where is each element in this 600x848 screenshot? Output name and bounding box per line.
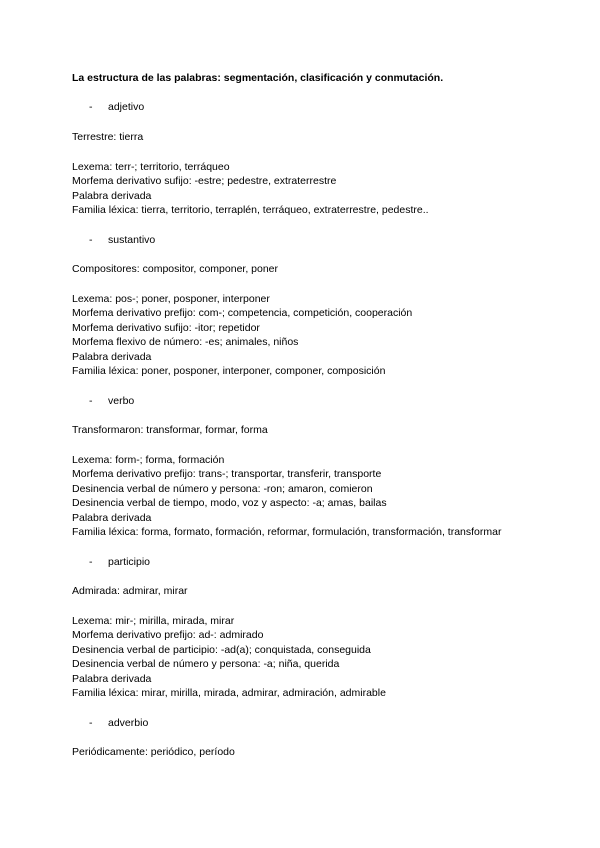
analysis-line: Palabra derivada <box>72 673 152 685</box>
analysis-line: Palabra derivada <box>72 190 152 202</box>
category-label: adverbio <box>108 717 149 729</box>
bullet-dash: - <box>89 234 93 246</box>
category-label: adjetivo <box>108 101 145 113</box>
word-line: Terrestre: tierra <box>72 131 144 143</box>
analysis-line: Desinencia verbal de número y persona: -a; niña, querida <box>72 658 340 670</box>
analysis-line: Lexema: form-; forma, formación <box>72 454 225 466</box>
word-line: Transformaron: transformar, formar, forma <box>72 424 268 436</box>
analysis-line: Familia léxica: tierra, territorio, terraplén, terráqueo, extraterrestre, pedestre.. <box>72 204 429 216</box>
word-line: Periódicamente: periódico, período <box>72 746 235 758</box>
page-title: La estructura de las palabras: segmentación, clasificación y conmutación. <box>72 72 444 84</box>
analysis-line: Familia léxica: forma, formato, formación, reformar, formulación, transformación, transformar <box>72 526 502 538</box>
analysis-line: Familia léxica: mirar, mirilla, mirada, admirar, admiración, admirable <box>72 687 386 699</box>
analysis-line: Lexema: mir-; mirilla, mirada, mirar <box>72 615 235 627</box>
analysis-line: Morfema derivativo sufijo: -itor; repetidor <box>72 322 260 334</box>
word-line: Admirada: admirar, mirar <box>72 585 188 597</box>
analysis-line: Morfema derivativo prefijo: trans-; transportar, transferir, transporte <box>72 468 382 480</box>
analysis-line: Morfema flexivo de número: -es; animales, niños <box>72 336 299 348</box>
analysis-line: Lexema: pos-; poner, posponer, interponer <box>72 293 270 305</box>
analysis-line: Desinencia verbal de participio: -ad(a); conquistada, conseguida <box>72 644 371 656</box>
bullet-dash: - <box>89 395 93 407</box>
analysis-line: Morfema derivativo sufijo: -estre; pedestre, extraterrestre <box>72 175 337 187</box>
bullet-dash: - <box>89 101 93 113</box>
category-label: verbo <box>108 395 135 407</box>
analysis-line: Palabra derivada <box>72 512 152 524</box>
bullet-dash: - <box>89 556 93 568</box>
category-label: sustantivo <box>108 234 156 246</box>
analysis-line: Familia léxica: poner, posponer, interponer, componer, composición <box>72 365 386 377</box>
category-label: participio <box>108 556 151 568</box>
analysis-line: Lexema: terr-; territorio, terráqueo <box>72 161 230 173</box>
analysis-line: Palabra derivada <box>72 351 152 363</box>
word-line: Compositores: compositor, componer, poner <box>72 263 279 275</box>
analysis-line: Morfema derivativo prefijo: ad-: admirado <box>72 629 264 641</box>
bullet-dash: - <box>89 717 93 729</box>
analysis-line: Morfema derivativo prefijo: com-; competencia, competición, cooperación <box>72 307 413 319</box>
analysis-line: Desinencia verbal de número y persona: -ron; amaron, comieron <box>72 483 373 495</box>
analysis-line: Desinencia verbal de tiempo, modo, voz y aspecto: -a; amas, bailas <box>72 497 387 509</box>
